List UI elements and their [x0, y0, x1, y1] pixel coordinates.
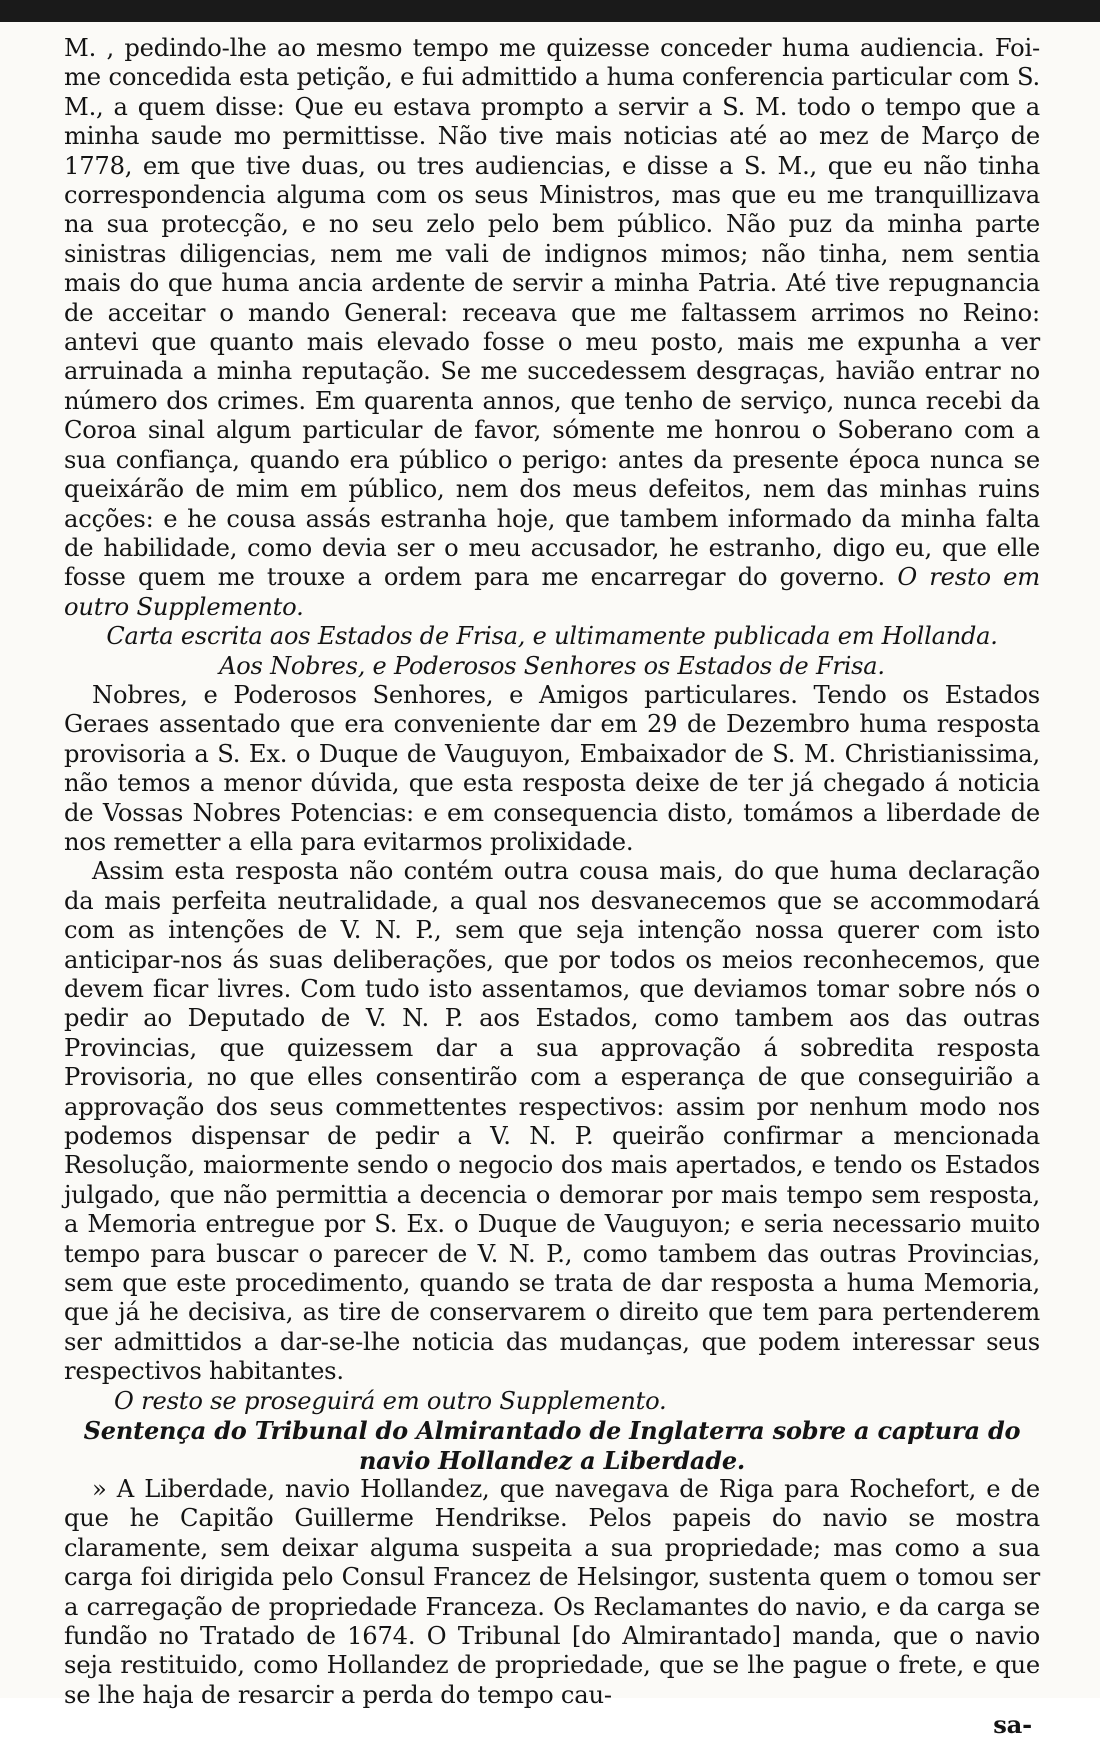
scan-top-edge [0, 0, 1100, 22]
section-heading-letter: Carta escrita aos Estados de Frisa, e ultimamente publicada em Hollanda. [106, 622, 998, 651]
section-heading-sentence: Sentença do Tribunal do Almirantado de Inglaterra sobre a captura do navio Hollandez a Liberdade. [83, 1416, 1021, 1475]
paragraph-letter-body-2: Assim esta resposta não contém outra cousa mais, do que huma declaração da mais perfeita neutralidade, a qual nos desvanecemos que se accommodará com as intenções de V. N. P., sem que seja intenção nossa querer com isto anticipar-nos ás suas deliberações, que por todos os meios reconhecemos, que devem ficar livres. Com tudo isto assentamos, que deviamos tomar sobre nós o pedir ao Deputado de V. N. P. aos Estados, como tambem aos das outras Provincias, que quizessem dar a sua approvação á sobredita resposta Provisoria, no que elles consentirão com a esperança de que conseguirião a approvação dos seus commettentes respectivos: assim por nenhum modo nos podemos dispensar de pedir a V. N. P. queirão confirmar a mencionada Resolução, maiormente sendo o negocio dos mais apertados, e tendo os Estados julgado, que não permittia a decencia o demorar por mais tempo sem resposta, a Memoria entregue por S. Ex. o Duque de Vauguyon; e seria necessario muito tempo para buscar o parecer de V. N. P., como tambem das outras Provincias, sem que este procedimento, quando se trata de dar resposta a huma Memoria, que já he decisiva, as tire de conservarem o direito que tem para pertenderem ser admittidos a dar-se-lhe noticia das mudanças, que podem interessar seus respectivos habitantes. [64, 857, 1040, 1386]
paragraph-letter-body-1: Nobres, e Poderosos Senhores, e Amigos particulares. Tendo os Estados Geraes assentado que era conveniente dar em 29 de Dezembro huma resposta provisoria a S. Ex. o Duque de Vauguyon, Embaixador de S. M. Christianissima, não temos a menor dúvida, que esta resposta deixe de ter já chegado á noticia de Vossas Nobres Potencias: e em consequencia disto, tomámos a liberdade de nos remetter a ella para evitarmos prolixidade. [64, 680, 1040, 856]
paragraph-text: M. , pedindo-lhe ao mesmo tempo me quizesse conceder huma audiencia. Foi-me concedida esta petição, e fui admittido a huma conferencia particular com S. M., a quem disse: Que eu estava prompto a servir a S. M. todo o tempo que a minha saude mo permittisse. Não tive mais noticias até ao mez de Março de 1778, em que tive duas, ou tres audiencias, e disse a S. M., que eu não tinha correspondencia alguma com os seus Ministros, mas que eu me tranquillizava na sua protecção, e no seu zelo pelo bem público. Não puz da minha parte sinistras diligencias, nem me vali de indignos mimos; não tinha, nem sentia mais do que huma ancia ardente de servir a minha Patria. Até tive repugnancia de acceitar o mando General: receava que me faltassem arrimos no Reino: antevi que quanto mais elevado fosse o meu posto, mais me expunha a ver arruinada a minha reputação. Se me succedessem desgraças, havião entrar no número dos crimes. Em quarenta annos, que tenho de serviço, nunca recebi da Coroa sinal algum particular de favor, sómente me honrou o Soberano com a sua confiança, quando era público o perigo: antes da presente época nunca se queixárão de mim em público, nem dos meus defeitos, nem das minhas ruins acções: e he cousa assás estranha hoje, que tambem informado da minha falta de habilidade, como devia ser o meu accusador, he estranho, digo eu, que elle fosse quem me trouxe a ordem para me encarregar do governo. [64, 34, 1040, 592]
catchword: sa- [993, 1710, 1032, 1740]
paragraph-letter-continuation [64, 34, 1040, 622]
continuation-note: O resto em outro Supplemento. [64, 563, 1040, 621]
paragraph-sentence-body: » A Liberdade, navio Hollandez, que navegava de Riga para Rochefort, e de que he Capitão Guillerme Hendrikse. Pelos papeis do navio se mostra claramente, sem deixar alguma suspeita a sua propriedade; mas como a sua carga foi dirigida pelo Consul Francez de Helsingor, sustenta quem o tomou ser a carregação de propriedade Franceza. Os Reclamantes do navio, e da carga se fundão no Tratado de 1674. O Tribunal [do Almirantado] manda, que o navio seja restituido, como Hollandez de propriedade, que se lhe pague o frete, e que se lhe haja de resarcir a perda do tempo cau- [64, 1474, 1040, 1709]
article-text [64, 34, 1040, 1740]
salutation-heading: Aos Nobres, e Poderosos Senhores os Estados de Frisa. [219, 651, 885, 680]
continuation-note-2: O resto se proseguirá em outro Supplemento. [114, 1386, 667, 1415]
